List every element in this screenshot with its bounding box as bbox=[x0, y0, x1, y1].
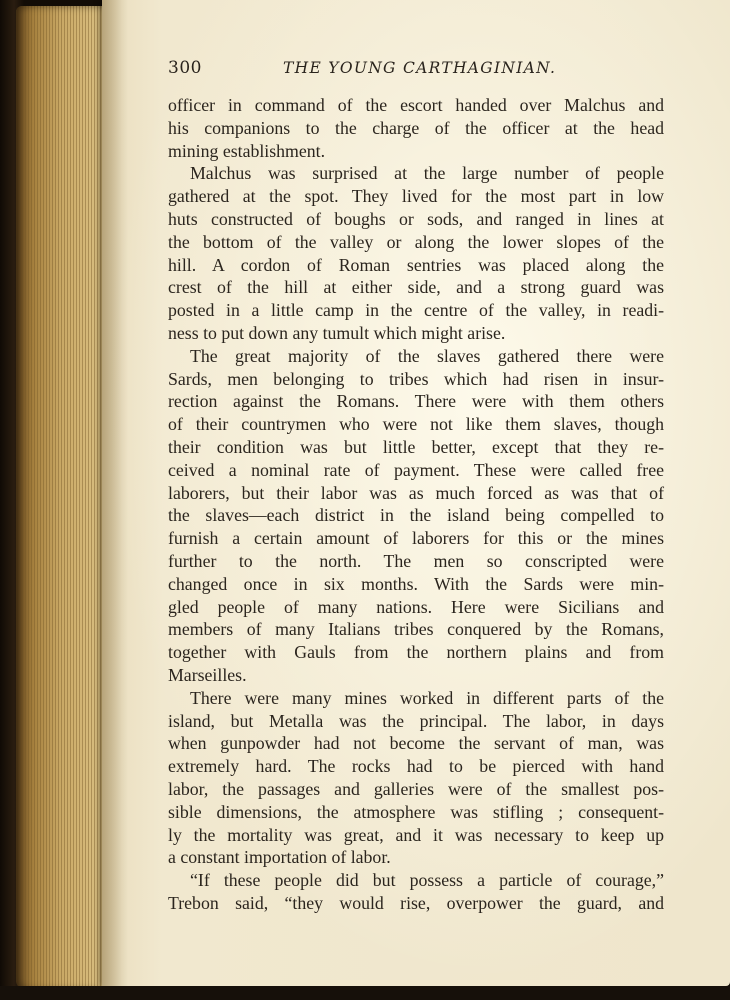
text-line: gled people of many nations. Here were Sicilians and bbox=[168, 596, 664, 617]
text-line: officer in command of the escort handed over Malchus and bbox=[168, 95, 664, 115]
bottom-shadow bbox=[0, 986, 730, 1000]
page-header bbox=[168, 58, 668, 84]
book-page bbox=[102, 0, 730, 986]
text-line: furnish a certain amount of laborers for this or the mines bbox=[168, 528, 664, 549]
text-line: ly the mortality was great, and it was necessary to keep up bbox=[168, 824, 664, 845]
paragraph bbox=[168, 94, 664, 162]
text-line: posted in a little camp in the centre of the valley, in readi- bbox=[168, 300, 664, 321]
gutter-shadow bbox=[102, 0, 128, 986]
text-line: together with Gauls from the northern plains and from bbox=[168, 642, 664, 663]
paragraph bbox=[168, 687, 664, 869]
paragraph bbox=[168, 869, 664, 915]
text-line: mining establishment. bbox=[168, 140, 326, 161]
text-line: extremely hard. The rocks had to be pierced with hand bbox=[168, 756, 664, 777]
text-line: labor, the passages and galleries were of the smallest pos- bbox=[168, 778, 664, 799]
text-line: laborers, but their labor was as much forced as was that of bbox=[168, 482, 664, 503]
paragraph bbox=[168, 162, 664, 344]
text-line: hill. A cordon of Roman sentries was placed along the bbox=[168, 254, 664, 275]
text-line: a constant importation of labor. bbox=[168, 847, 391, 868]
text-line: members of many Italians tribes conquered by the Romans, bbox=[168, 619, 664, 640]
text-line: Sards, men belonging to tribes which had risen in insur- bbox=[168, 368, 664, 389]
text-line: island, but Metalla was the principal. The labor, in days bbox=[168, 710, 664, 731]
text-line: rection against the Romans. There were with them others bbox=[168, 391, 664, 412]
text-line: the bottom of the valley or along the lower slopes of the bbox=[168, 231, 664, 252]
text-line: sible dimensions, the atmosphere was stifling ; consequent- bbox=[168, 801, 664, 822]
text-line: Trebon said, “they would rise, overpower the guard, and bbox=[168, 892, 664, 913]
text-line: the slaves—each district in the island being compelled to bbox=[168, 505, 664, 526]
page-block-edge bbox=[16, 6, 116, 990]
text-line: when gunpowder had not become the servant of man, was bbox=[168, 733, 664, 754]
paragraph bbox=[168, 345, 664, 687]
body-text bbox=[168, 94, 664, 915]
running-head: THE YOUNG CARTHAGINIAN. bbox=[283, 59, 557, 77]
text-line: There were many mines worked in different parts of the bbox=[190, 687, 664, 708]
page-number: 300 bbox=[168, 58, 202, 78]
text-line: huts constructed of boughs or sods, and ranged in lines at bbox=[168, 208, 664, 229]
text-line: further to the north. The men so conscripted were bbox=[168, 550, 664, 571]
text-line: gathered at the spot. They lived for the most part in low bbox=[168, 186, 664, 207]
text-line: “If these people did but possess a particle of courage,” bbox=[190, 870, 664, 891]
text-line: his companions to the charge of the officer at the head bbox=[168, 117, 664, 138]
text-line: changed once in six months. With the Sards were min- bbox=[168, 573, 664, 594]
text-line: ceived a nominal rate of payment. These were called free bbox=[168, 459, 664, 480]
text-line: of their countrymen who were not like them slaves, though bbox=[168, 414, 664, 435]
text-line: crest of the hill at either side, and a strong guard was bbox=[168, 277, 664, 298]
text-line: The great majority of the slaves gathered there were bbox=[190, 345, 664, 366]
text-line: Malchus was surprised at the large number of people bbox=[190, 163, 664, 184]
text-line: Marseilles. bbox=[168, 664, 247, 685]
text-line: ness to put down any tumult which might arise. bbox=[168, 322, 506, 343]
text-line: their condition was but little better, except that they re- bbox=[168, 436, 664, 457]
